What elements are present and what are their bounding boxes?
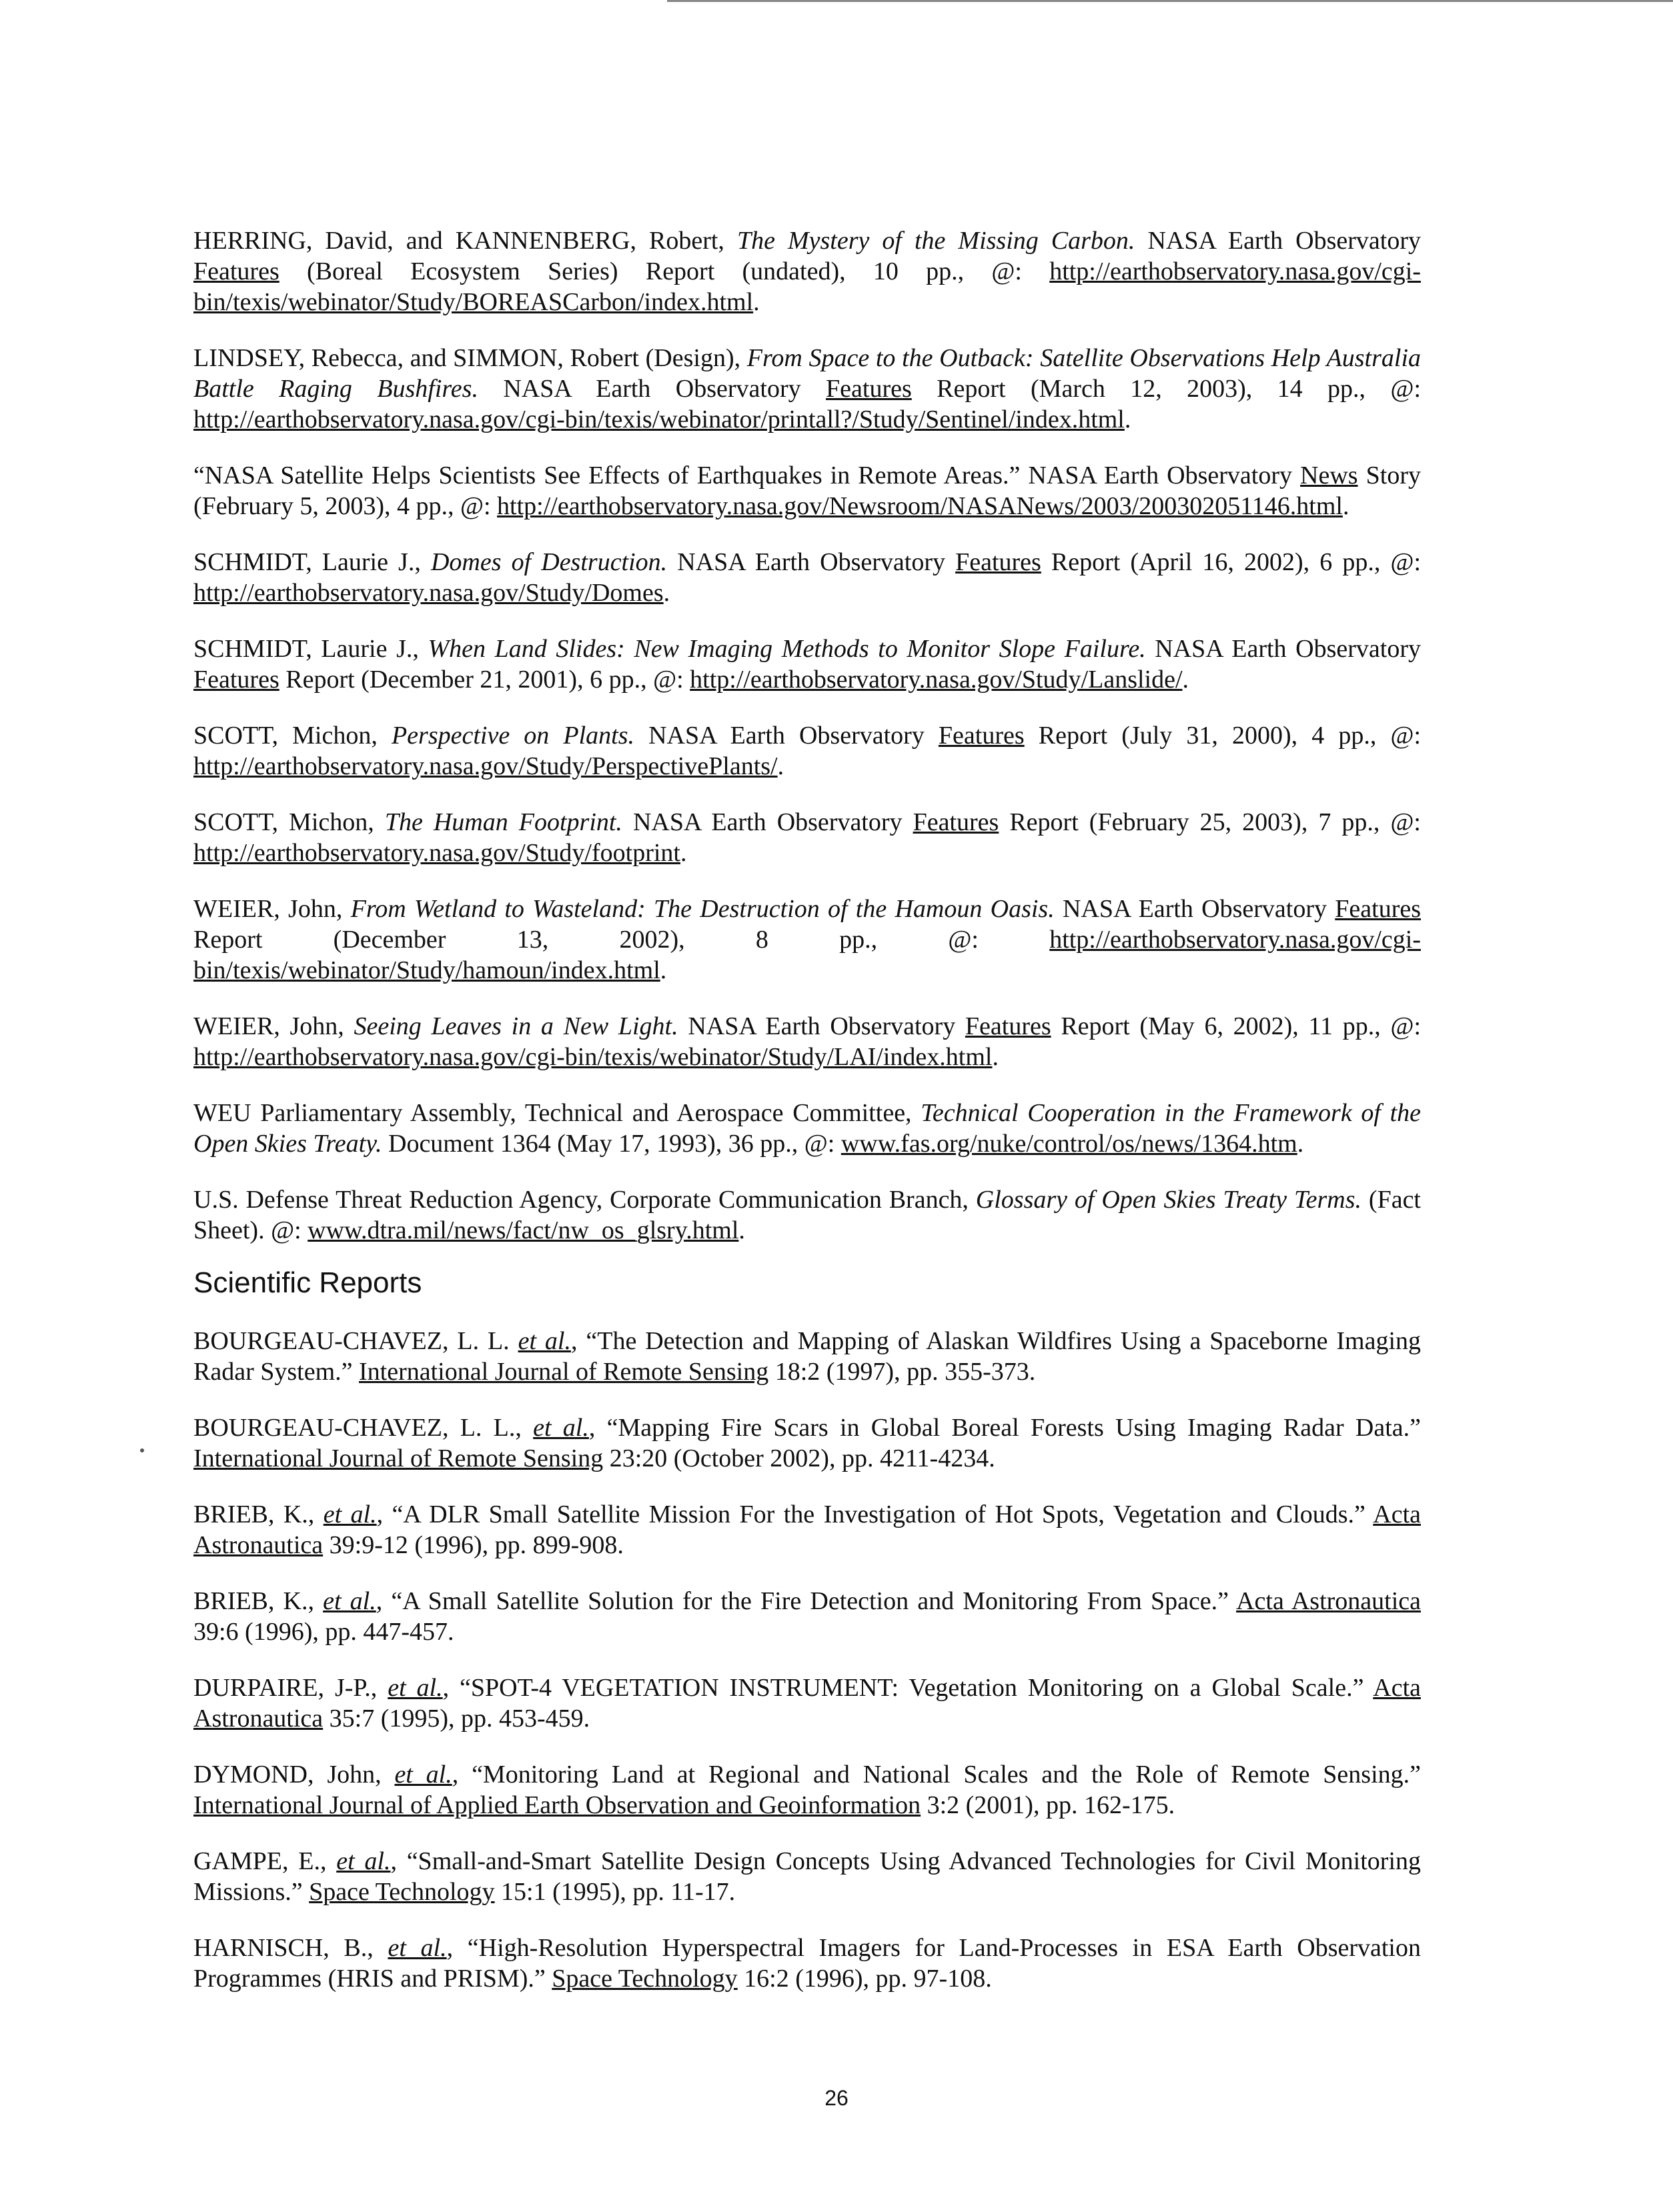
reference-text: 39:6 (1996), pp. 447-457. bbox=[193, 1618, 454, 1646]
reference-text: NASA Earth Observatory bbox=[1135, 227, 1422, 255]
reference-text: NASA Earth Observatory bbox=[1145, 635, 1421, 663]
reference-entry bbox=[193, 1499, 1421, 1560]
reference-text: Report (March 12, 2003), 14 pp., @: bbox=[911, 375, 1422, 403]
reference-text: WEU Parliamentary Assembly, Technical and Aerospace Committee, bbox=[193, 1099, 921, 1127]
reference-entry bbox=[193, 225, 1421, 317]
reference-entry bbox=[193, 1846, 1421, 1907]
reference-text: DYMOND, John, bbox=[193, 1761, 395, 1789]
reference-underlined-text: http://earthobservatory.nasa.gov/cgi-bin/texis/webinator/printall?/Study/Sentinel/index.html bbox=[193, 405, 1125, 433]
reference-title: When Land Slides: New Imaging Methods to Monitor Slope Failure. bbox=[428, 635, 1146, 663]
reference-text: Report (April 16, 2002), 6 pp., @: bbox=[1041, 548, 1422, 576]
reference-text: . bbox=[992, 1043, 999, 1071]
reference-underlined-text: www.dtra.mil/news/fact/nw_os_glsry.html bbox=[308, 1216, 739, 1244]
reference-underlined-text: http://earthobservatory.nasa.gov/cgi-bin/texis/webinator/Study/hamoun/index.html bbox=[193, 926, 1421, 984]
reference-underlined-text: et al. bbox=[533, 1414, 589, 1442]
reference-title: The Human Footprint. bbox=[384, 808, 622, 836]
reference-entry bbox=[193, 343, 1421, 435]
reference-title: Perspective on Plants. bbox=[391, 722, 635, 750]
reference-text: NASA Earth Observatory bbox=[634, 722, 939, 750]
reference-text: . bbox=[1297, 1130, 1304, 1158]
reference-entry bbox=[193, 1326, 1421, 1387]
reference-underlined-text: Features bbox=[955, 548, 1041, 576]
reference-entry bbox=[193, 1759, 1421, 1821]
reference-text: 39:9-12 (1996), pp. 899-908. bbox=[323, 1531, 624, 1559]
reference-text: . bbox=[1342, 492, 1349, 520]
reference-underlined-text: et al. bbox=[518, 1327, 571, 1355]
reference-underlined-text: http://earthobservatory.nasa.gov/cgi-bin/texis/webinator/Study/BOREASCarbon/index.html bbox=[193, 257, 1421, 316]
reference-underlined-text: International Journal of Remote Sensing bbox=[359, 1358, 769, 1386]
reference-underlined-text: et al. bbox=[336, 1847, 391, 1875]
reference-underlined-text: http://earthobservatory.nasa.gov/Study/footprint bbox=[193, 839, 680, 867]
reference-text: 18:2 (1997), pp. 355-373. bbox=[768, 1358, 1036, 1386]
reference-text: GAMPE, E., bbox=[193, 1847, 337, 1875]
reference-underlined-text: Acta Astronautica bbox=[193, 1500, 1421, 1559]
reference-entry bbox=[193, 1184, 1421, 1246]
reference-text: NASA Earth Observatory bbox=[478, 375, 826, 403]
reference-text: 16:2 (1996), pp. 97-108. bbox=[737, 1965, 992, 1993]
section-heading-scientific-reports: Scientific Reports bbox=[193, 1266, 422, 1299]
reference-title: From Wetland to Wasteland: The Destruction of the Hamoun Oasis. bbox=[350, 895, 1055, 923]
reference-entry bbox=[193, 807, 1421, 868]
reference-text: Report (December 21, 2001), 6 pp., @: bbox=[279, 666, 690, 694]
reference-text: 15:1 (1995), pp. 11-17. bbox=[494, 1878, 736, 1906]
reference-underlined-text: et al. bbox=[388, 1674, 443, 1702]
reference-underlined-text: Features bbox=[193, 257, 280, 285]
scan-speck bbox=[140, 1448, 144, 1452]
reference-underlined-text: http://earthobservatory.nasa.gov/Newsroom/NASANews/2003/200302051146.html bbox=[497, 492, 1343, 520]
reference-text: , “SPOT-4 VEGETATION INSTRUMENT: Vegetation Monitoring on a Global Scale.” bbox=[442, 1674, 1373, 1702]
reference-text: Story (February 5, 2003), 4 pp., @: bbox=[193, 461, 1421, 520]
reference-text: , “Mapping Fire Scars in Global Boreal Forests Using Imaging Radar Data.” bbox=[588, 1414, 1421, 1442]
reference-text: , “Small-and-Smart Satellite Design Concepts Using Advanced Technologies for Civil Monitoring Missions.” bbox=[193, 1847, 1421, 1906]
reference-text: “NASA Satellite Helps Scientists See Effects of Earthquakes in Remote Areas.” NASA Earth Observatory bbox=[193, 461, 1301, 489]
reference-text: SCHMIDT, Laurie J., bbox=[193, 635, 428, 663]
reference-title: Seeing Leaves in a New Light. bbox=[354, 1012, 678, 1040]
reference-underlined-text: Features bbox=[826, 375, 912, 403]
reference-text: , “A DLR Small Satellite Mission For the Investigation of Hot Spots, Vegetation and Clouds.” bbox=[376, 1500, 1373, 1528]
scan-top-edge-line bbox=[667, 0, 1673, 2]
reference-text: . bbox=[680, 839, 687, 867]
reference-text: , “Monitoring Land at Regional and National Scales and the Role of Remote Sensing.” bbox=[452, 1761, 1422, 1789]
reference-underlined-text: et al. bbox=[323, 1500, 377, 1528]
reference-underlined-text: http://earthobservatory.nasa.gov/Study/Lanslide/ bbox=[690, 666, 1183, 694]
reference-text: SCOTT, Michon, bbox=[193, 808, 385, 836]
reference-text: HARNISCH, B., bbox=[193, 1934, 388, 1962]
reference-text: BOURGEAU-CHAVEZ, L. L. bbox=[193, 1327, 518, 1355]
reference-underlined-text: Acta Astronautica bbox=[1236, 1587, 1421, 1615]
page-number: 26 bbox=[824, 2086, 849, 2110]
reference-text: SCHMIDT, Laurie J., bbox=[193, 548, 431, 576]
reference-entry bbox=[193, 1098, 1421, 1159]
reference-text: SCOTT, Michon, bbox=[193, 722, 392, 750]
reference-text: (Fact Sheet). @: bbox=[193, 1186, 1421, 1244]
reference-text: Report (February 25, 2003), 7 pp., @: bbox=[999, 808, 1421, 836]
reference-list-scientific-reports bbox=[193, 1326, 1421, 1994]
reference-underlined-text: International Journal of Applied Earth Observation and Geoinformation bbox=[193, 1791, 921, 1819]
reference-text: DURPAIRE, J-P., bbox=[193, 1674, 388, 1702]
reference-underlined-text: et al. bbox=[394, 1761, 452, 1789]
reference-text: LINDSEY, Rebecca, and SIMMON, Robert (Design), bbox=[193, 344, 747, 372]
reference-entry bbox=[193, 1412, 1421, 1474]
reference-underlined-text: Acta Astronautica bbox=[193, 1674, 1421, 1733]
reference-underlined-text: Features bbox=[1335, 895, 1422, 923]
reference-underlined-text: International Journal of Remote Sensing bbox=[193, 1444, 604, 1472]
reference-entry bbox=[193, 1933, 1421, 1994]
reference-underlined-text: Features bbox=[938, 722, 1025, 750]
reference-text: . bbox=[1124, 405, 1131, 433]
reference-text: NASA Earth Observatory bbox=[678, 1012, 965, 1040]
reference-text: 35:7 (1995), pp. 453-459. bbox=[323, 1705, 590, 1733]
reference-entry bbox=[193, 1011, 1421, 1072]
reference-text: , “The Detection and Mapping of Alaskan Wildfires Using a Spaceborne Imaging Radar System.” bbox=[193, 1327, 1422, 1386]
reference-text: HERRING, David, and KANNENBERG, Robert, bbox=[193, 227, 737, 255]
reference-text: NASA Earth Observatory bbox=[622, 808, 913, 836]
reference-underlined-text: Features bbox=[193, 666, 280, 694]
reference-underlined-text: Space Technology bbox=[552, 1965, 738, 1993]
reference-text: WEIER, John, bbox=[193, 1012, 354, 1040]
reference-underlined-text: Features bbox=[965, 1012, 1051, 1040]
reference-underlined-text: http://earthobservatory.nasa.gov/cgi-bin/texis/webinator/Study/LAI/index.html bbox=[193, 1043, 993, 1071]
reference-text: WEIER, John, bbox=[193, 895, 351, 923]
reference-text: Document 1364 (May 17, 1993), 36 pp., @: bbox=[382, 1130, 841, 1158]
reference-text: (Boreal Ecosystem Series) Report (undated), 10 pp., @: bbox=[279, 257, 1050, 285]
reference-text: 23:20 (October 2002), pp. 4211-4234. bbox=[603, 1444, 995, 1472]
reference-entry bbox=[193, 634, 1421, 695]
reference-underlined-text: et al. bbox=[323, 1587, 376, 1615]
reference-text: 3:2 (2001), pp. 162-175. bbox=[921, 1791, 1175, 1819]
reference-entry bbox=[193, 1673, 1421, 1734]
reference-text: . bbox=[738, 1216, 745, 1244]
reference-title: Domes of Destruction. bbox=[430, 548, 668, 576]
reference-entry bbox=[193, 720, 1421, 782]
reference-entry bbox=[193, 460, 1421, 521]
reference-entry bbox=[193, 547, 1421, 608]
reference-text: Report (May 6, 2002), 11 pp., @: bbox=[1051, 1012, 1422, 1040]
reference-title: The Mystery of the Missing Carbon. bbox=[736, 227, 1135, 255]
reference-underlined-text: www.fas.org/nuke/control/os/news/1364.htm bbox=[841, 1130, 1297, 1158]
reference-list-news-features bbox=[193, 225, 1421, 1246]
reference-text: . bbox=[777, 752, 784, 780]
reference-text: U.S. Defense Threat Reduction Agency, Corporate Communication Branch, bbox=[193, 1186, 976, 1214]
reference-text: NASA Earth Observatory bbox=[1054, 895, 1335, 923]
reference-text: NASA Earth Observatory bbox=[667, 548, 956, 576]
reference-text: , “A Small Satellite Solution for the Fire Detection and Monitoring From Space.” bbox=[376, 1587, 1237, 1615]
reference-underlined-text: et al. bbox=[388, 1934, 447, 1962]
reference-text: . bbox=[753, 288, 760, 316]
reference-underlined-text: http://earthobservatory.nasa.gov/Study/PerspectivePlants/ bbox=[193, 752, 778, 780]
reference-underlined-text: Space Technology bbox=[309, 1878, 495, 1906]
reference-text: BRIEB, K., bbox=[193, 1587, 324, 1615]
reference-text: , “High-Resolution Hyperspectral Imagers for Land-Processes in ESA Earth Observation Programmes (HRIS and PRISM).” bbox=[193, 1934, 1421, 1993]
reference-text: BOURGEAU-CHAVEZ, L. L., bbox=[193, 1414, 534, 1442]
reference-text: . bbox=[1182, 666, 1189, 694]
reference-text: Report (July 31, 2000), 4 pp., @: bbox=[1024, 722, 1422, 750]
reference-text: Report (December 13, 2002), 8 pp., @: bbox=[193, 926, 1050, 954]
reference-title: From Space to the Outback: Satellite Observations Help Australia Battle Raging Bushfires. bbox=[193, 344, 1421, 403]
reference-underlined-text: News bbox=[1300, 461, 1358, 489]
reference-entry bbox=[193, 894, 1421, 986]
reference-underlined-text: Features bbox=[913, 808, 999, 836]
reference-underlined-text: http://earthobservatory.nasa.gov/Study/Domes bbox=[193, 579, 664, 607]
reference-entry bbox=[193, 1586, 1421, 1647]
reference-text: . bbox=[663, 579, 670, 607]
document-body bbox=[193, 200, 1421, 2009]
reference-text: . bbox=[660, 956, 667, 984]
reference-text: BRIEB, K., bbox=[193, 1500, 324, 1528]
reference-title: Technical Cooperation in the Framework of the Open Skies Treaty. bbox=[193, 1099, 1422, 1158]
reference-title: Glossary of Open Skies Treaty Terms. bbox=[975, 1186, 1362, 1214]
